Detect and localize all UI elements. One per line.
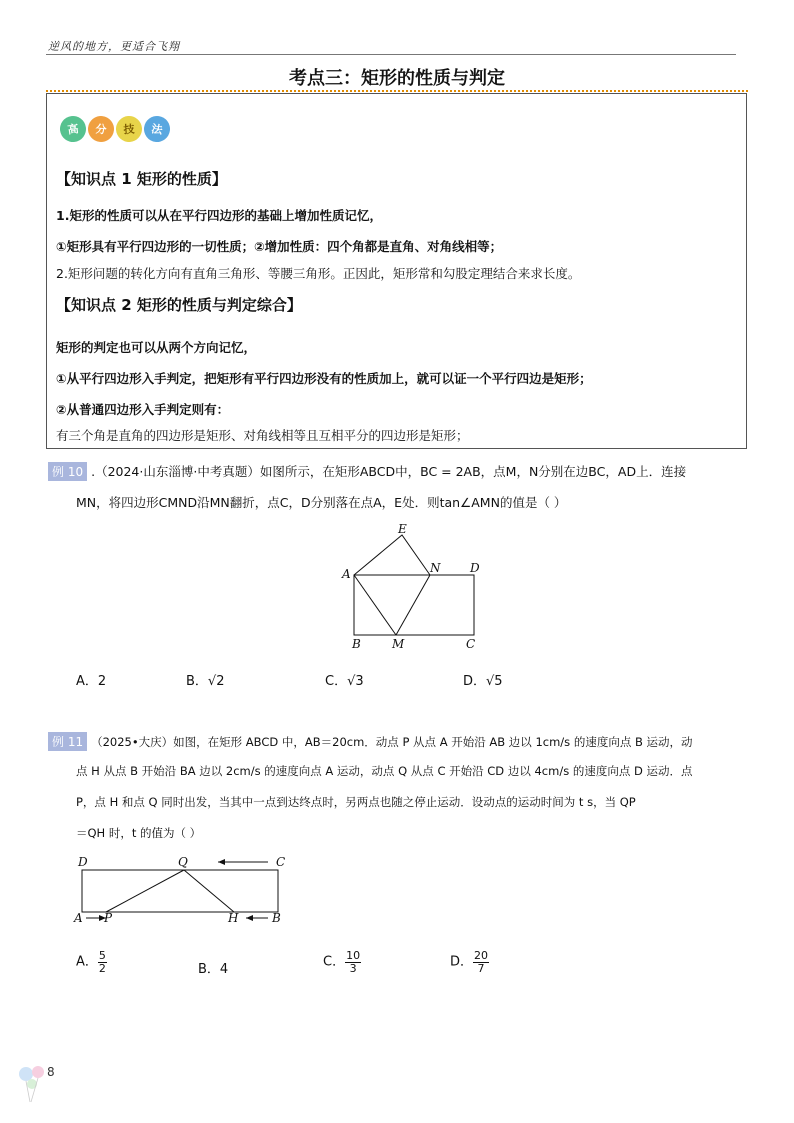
label-h: H bbox=[228, 911, 239, 925]
option-letter: D． bbox=[463, 674, 487, 689]
label-p: P bbox=[104, 911, 113, 925]
option-letter: A． bbox=[76, 674, 98, 689]
arrow-head bbox=[246, 915, 253, 921]
example-11-line: 点 H 从点 B 开始沿 BA 边以 2cm/s 的速度向点 A 运动，动点 Q 从点 C 开始沿 CD 边以 4cm/s 的速度向点 D 运动．点 bbox=[76, 764, 693, 778]
knowledge-1-heading: 【知识点 1 矩形的性质】 bbox=[56, 170, 227, 188]
header-divider bbox=[46, 54, 736, 55]
knowledge-2-line: 有三个角是直角的四边形是矩形、对角线相等且互相平分的四边形是矩形； bbox=[56, 428, 469, 443]
example-10-figure bbox=[330, 520, 500, 652]
example-11-option-d[interactable] bbox=[450, 950, 489, 974]
option-value: √5 bbox=[486, 674, 503, 689]
page-number: 8 bbox=[47, 1065, 55, 1079]
segment-mn bbox=[396, 575, 430, 635]
label-b: B bbox=[272, 911, 281, 925]
option-letter: B． bbox=[198, 962, 220, 977]
example-11-figure bbox=[72, 852, 302, 932]
knowledge-2-line: ①从平行四边形入手判定，把矩形有平行四边形没有的性质加上，就可以证一个平行四边是矩形； bbox=[56, 371, 592, 386]
label-m: M bbox=[392, 637, 405, 651]
option-fraction bbox=[98, 950, 107, 974]
knowledge-2-line: ②从普通四边形入手判定则有： bbox=[56, 402, 230, 417]
option-letter: D． bbox=[450, 954, 474, 970]
fraction-denominator: 2 bbox=[98, 961, 106, 975]
option-letter: C． bbox=[323, 954, 346, 970]
knowledge-1-line: 1.矩形的性质可以从在平行四边形的基础上增加性质记忆， bbox=[56, 208, 382, 223]
label-c: C bbox=[276, 855, 286, 869]
fraction-numerator: 20 bbox=[474, 949, 489, 962]
option-value: 2 bbox=[97, 674, 107, 689]
knowledge-2-heading: 【知识点 2 矩形的性质与判定综合】 bbox=[56, 296, 302, 314]
label-d: D bbox=[78, 855, 88, 869]
fraction-numerator: 10 bbox=[346, 949, 361, 962]
label-b: B bbox=[352, 637, 361, 651]
option-letter: A． bbox=[76, 954, 98, 970]
option-letter: C． bbox=[325, 674, 348, 689]
title-divider bbox=[46, 90, 748, 92]
folded-edge bbox=[414, 575, 474, 635]
option-fraction bbox=[345, 950, 361, 974]
rect-left bbox=[354, 575, 474, 635]
label-c: C bbox=[466, 637, 476, 651]
knowledge-1-line: 2.矩形问题的转化方向有直角三角形、等腰三角形。正因此，矩形常和勾股定理结合来求长度。 bbox=[56, 266, 581, 281]
example-11-line: P，点 H 和点 Q 同时出发，当其中一点到达终点时，另两点也随之停止运动．设动点的运动时间为 t s，当 QP bbox=[76, 795, 636, 809]
option-value: 4 bbox=[219, 962, 229, 977]
fraction-denominator: 3 bbox=[349, 961, 357, 975]
segment-qh bbox=[184, 870, 234, 912]
label-a: A bbox=[342, 567, 351, 581]
tips-badge bbox=[60, 116, 170, 142]
arrow-head bbox=[218, 859, 225, 865]
example-11-line bbox=[48, 732, 693, 751]
example-10-text: .（2024·山东淄博·中考真题）如图所示，在矩形ABCD中，BC = 2AB，点M，N分别在边BC，AD上．连接 bbox=[91, 464, 687, 479]
segment-am bbox=[354, 575, 396, 635]
example-10-option-a[interactable] bbox=[76, 670, 106, 689]
badge-char: 技 bbox=[115, 115, 143, 143]
example-11-option-b[interactable] bbox=[198, 958, 228, 977]
badge-char: 高 bbox=[58, 114, 87, 143]
fraction-numerator: 5 bbox=[98, 949, 106, 962]
label-e: E bbox=[398, 522, 407, 536]
badge-char: 分 bbox=[87, 115, 116, 144]
example-11-tag: 例 11 bbox=[48, 732, 87, 751]
rect-abcd bbox=[82, 870, 278, 912]
option-letter: B． bbox=[186, 674, 208, 689]
example-11-line: ＝QH 时，t 的值为（ ） bbox=[76, 826, 202, 840]
knowledge-1-line: ①矩形具有平行四边形的一切性质；②增加性质：四个角都是直角、对角线相等； bbox=[56, 239, 503, 254]
label-d: D bbox=[470, 561, 480, 575]
segment-pq bbox=[106, 870, 184, 912]
folded-top bbox=[354, 535, 430, 575]
example-10-option-d[interactable] bbox=[463, 670, 503, 689]
fraction-denominator: 7 bbox=[477, 961, 485, 975]
example-11-option-a[interactable] bbox=[76, 950, 107, 974]
example-10-line bbox=[48, 462, 686, 481]
example-11-text: （2025•大庆）如图，在矩形 ABCD 中，AB＝20cm．动点 P 从点 A 开始沿 AB 边以 1cm/s 的速度向点 B 运动，动 bbox=[91, 735, 693, 749]
example-10-tag: 例 10 bbox=[48, 462, 87, 481]
page-title: 考点三：矩形的性质与判定 bbox=[289, 68, 505, 89]
label-a: A bbox=[74, 911, 83, 925]
option-value: √3 bbox=[347, 674, 364, 689]
badge-char: 法 bbox=[142, 114, 171, 143]
label-q: Q bbox=[178, 855, 188, 869]
example-10-line: MN，将四边形CMND沿MN翻折，点C，D分别落在点A，E处．则tan∠AMN的值是（ ） bbox=[76, 495, 567, 510]
example-11-option-c[interactable] bbox=[323, 950, 361, 974]
example-10-option-c[interactable] bbox=[325, 670, 364, 689]
knowledge-2-line: 矩形的判定也可以从两个方向记忆， bbox=[56, 340, 257, 355]
label-n: N bbox=[430, 561, 441, 575]
option-value: √2 bbox=[207, 674, 225, 689]
header-motto: 逆风的地方，更适合飞翔 bbox=[48, 40, 180, 53]
example-10-option-b[interactable] bbox=[186, 670, 224, 689]
option-fraction bbox=[473, 950, 489, 974]
